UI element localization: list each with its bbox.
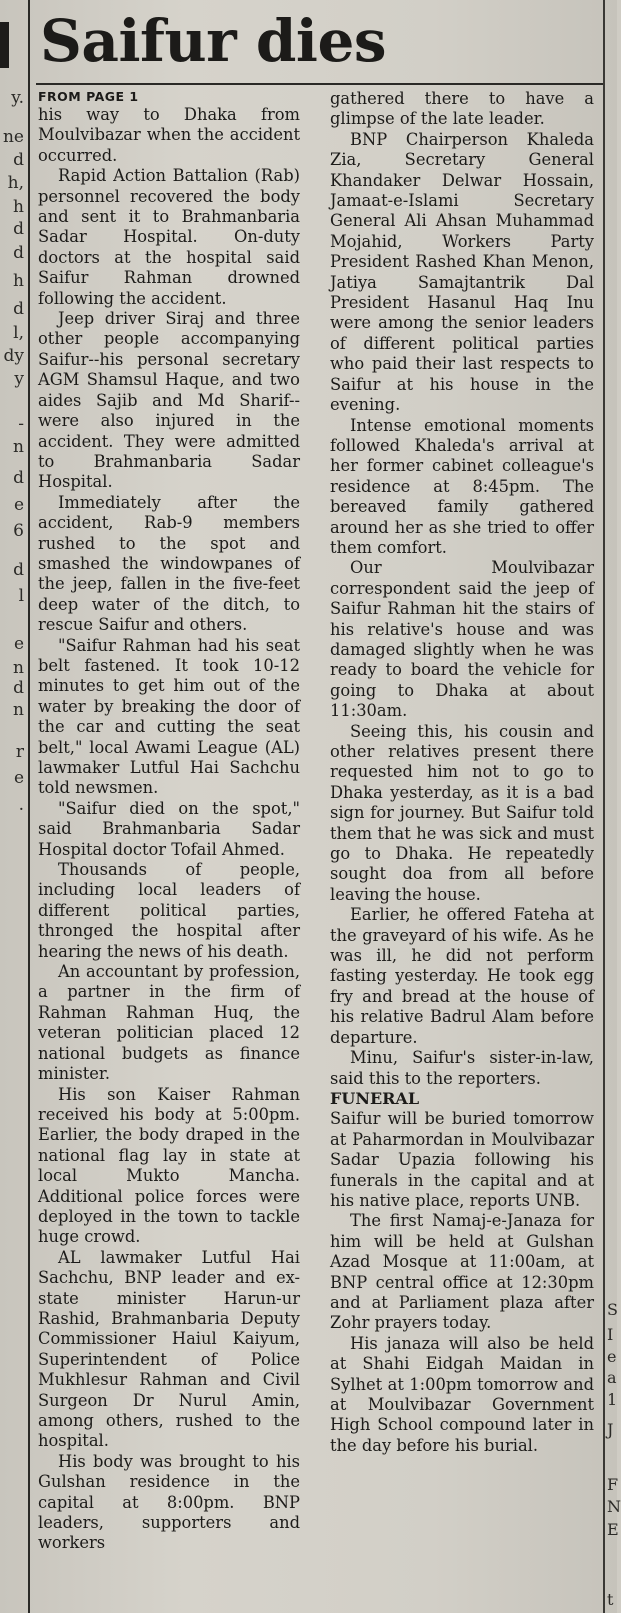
margin-fragment: -: [18, 414, 24, 434]
margin-fragment: e: [607, 1347, 617, 1366]
margin-fragment: n: [13, 437, 24, 457]
margin-fragment: 6: [13, 521, 24, 541]
subheading-funeral: FUNERAL: [330, 1088, 420, 1108]
right-column-rule: [603, 0, 605, 1613]
paragraph: Rapid Action Battalion (Rab) personnel recovered the body and sent it to Brahmanbaria Sadar Hospital. On-duty doctors at the hospital said Saifur Rahman drowned following the accident.: [38, 166, 300, 308]
margin-fragment: F: [607, 1475, 619, 1494]
paragraph: His body was brought to his Gulshan residence in the capital at 8:00pm. BNP leaders, supporters and workers: [38, 1451, 300, 1553]
paragraph: Jeep driver Siraj and three other people accompanying Saifur--his personal secretary AGM Shamsul Haque, and two aides Sajib and Md Sharif--were also injured in the accident. They were admitted to Brahmanbaria Sadar Hospital.: [38, 309, 300, 492]
margin-fragment: .: [18, 795, 24, 815]
margin-fragment: h: [13, 197, 24, 217]
margin-fragment: 1: [607, 1390, 618, 1409]
paragraph: An accountant by profession, a partner in the firm of Rahman Rahman Huq, the veteran politician placed 12 national budgets as finance minister.: [38, 962, 300, 1084]
margin-fragment: n: [13, 700, 24, 720]
paragraph: AL lawmaker Lutful Hai Sachchu, BNP leader and ex-state minister Harun-ur Rashid, Brahmanbaria Deputy Commissioner Haiul Kaiyum, Superintendent of Police Mukhlesur Rahman and Civil Surgeon Dr Nurul Amin, among others, rushed to the hospital.: [38, 1247, 300, 1451]
margin-fragment: d: [13, 219, 24, 239]
margin-fragment: d: [13, 150, 24, 170]
margin-fragment: d: [13, 299, 24, 319]
margin-fragment: y: [14, 369, 24, 389]
paragraph: Thousands of people, including local leaders of different political parties, thronged the hospital after hearing the news of his death.: [38, 860, 300, 961]
paragraph: Immediately after the accident, Rab-9 members rushed to the spot and smashed the windowpanes of the jeep, fallen in the five-feet deep water of the ditch, to rescue Saifur and others.: [38, 492, 300, 635]
paragraph: BNP Chairperson Khaleda Zia, Secretary General Khandaker Delwar Hossain, Jamaat-e-Islami Secretary General Ali Ahsan Muhammad Mojahid, Workers Party President Rashed Khan Menon, Jatiya Samajtantrik Dal President Hasanul Haq Inu were among the senior leaders of different political parties who paid their last respects to Saifur at his house in the evening.: [330, 129, 594, 415]
left-column-rule: [28, 0, 30, 1613]
margin-fragment: E: [607, 1520, 619, 1539]
paragraph: His janaza will also be held at Shahi Eidgah Maidan in Sylhet at 1:00pm tomorrow and at Moulvibazar Government High School compound later in the day before his burial.: [330, 1333, 594, 1455]
paragraph: The first Namaj-e-Janaza for him will be held at Gulshan Azad Mosque at 11:00am, at BNP central office at 12:30pm and at Parliament plaza after Zohr prayers today.: [330, 1211, 594, 1333]
margin-fragment: J: [607, 1420, 614, 1439]
headline: Saifur dies: [40, 7, 387, 75]
margin-fragment: S: [607, 1300, 618, 1319]
paragraph: gathered there to have a glimpse of the late leader.: [330, 89, 594, 129]
margin-fragment: l: [18, 586, 24, 606]
margin-fragment: l,: [13, 323, 24, 343]
margin-fragment: h: [13, 271, 24, 291]
paragraph: His son Kaiser Rahman received his body at 5:00pm. Earlier, the body draped in the national flag lay in state at local Mukto Mancha. Additional police forces were deployed in the town to tackle huge crowd.: [38, 1084, 300, 1247]
paragraph: Minu, Saifur's sister-in-law, said this to the reporters.: [330, 1048, 594, 1088]
margin-fragment: t: [607, 1590, 614, 1609]
margin-fragment: n: [13, 658, 24, 678]
paragraph: Saifur will be buried tomorrow at Paharmordan in Moulvibazar Sadar Upazia following his funerals in the capital and at his native place, reports UNB.: [330, 1109, 594, 1210]
margin-fragment: e: [13, 634, 24, 654]
margin-fragment: e: [13, 768, 24, 788]
paragraph: Intense emotional moments followed Khaleda's arrival at her former cabinet colleague's residence at 8:45pm. The bereaved family gathered around her as she tried to offer them comfort.: [330, 415, 594, 557]
paragraph: "Saifur Rahman had his seat belt fastened. It took 10-12 minutes to get him out of the water by breaking the door of the car and cutting the seat belt," local Awami League (AL) lawmaker Lutful Hai Sachchu told newsmen.: [38, 635, 300, 798]
margin-fragment: h,: [7, 173, 24, 193]
headline-rule: [36, 83, 603, 85]
margin-fragment: d: [13, 243, 24, 263]
margin-fragment: I: [607, 1325, 614, 1344]
margin-fragment: d: [13, 560, 24, 580]
paragraph: Seeing this, his cousin and other relatives present there requested him not to go to Dhaka yesterday, as it is a bad sign for journey. But Saifur told them that he was sick and must go to Dhaka. He repeatedly sought doa from all before leaving the house.: [330, 721, 594, 904]
margin-fragment: r: [15, 742, 24, 762]
kicker: FROM PAGE 1: [38, 89, 139, 104]
margin-fragment: d: [13, 468, 24, 488]
margin-fragment: d: [13, 678, 24, 698]
paragraph: Our Moulvibazar correspondent said the jeep of Saifur Rahman hit the stairs of his relative's house and was damaged slightly when he was ready to board the vehicle for going to Dhaka at about 11:30am.: [330, 558, 594, 721]
paragraph: Earlier, he offered Fateha at the graveyard of his wife. As he was ill, he did not perform fasting yesterday. He took egg fry and bread at the house of his relative Badrul Alam before departure.: [330, 905, 594, 1047]
margin-fragment: a: [607, 1368, 617, 1387]
margin-fragment: e: [13, 495, 24, 515]
edge-black-bar: [0, 22, 9, 68]
paragraph: "Saifur died on the spot," said Brahmanbaria Sadar Hospital doctor Tofail Ahmed.: [38, 798, 300, 859]
paragraph: his way to Dhaka from Moulvibazar when the accident occurred.: [38, 105, 300, 165]
margin-fragment: N: [607, 1497, 621, 1516]
margin-fragment: dy: [3, 346, 24, 366]
article-column-2: [330, 89, 594, 1456]
article-column-1: [38, 89, 300, 1554]
margin-fragment: y.: [11, 88, 24, 108]
margin-fragment: ne: [2, 127, 24, 147]
